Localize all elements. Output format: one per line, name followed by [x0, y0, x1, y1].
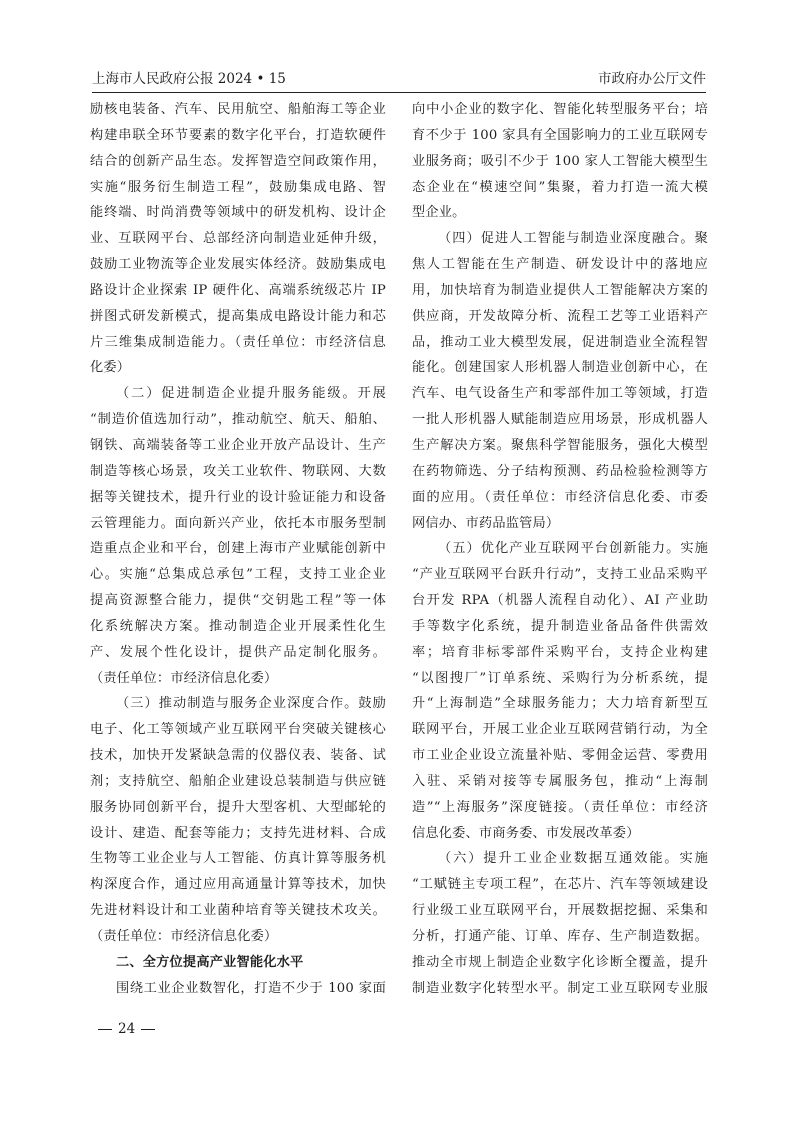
text-line: 供应商，开发故障分析、流程工艺等工业语料产: [412, 308, 708, 324]
text-line: 产、发展个性化设计，提供产品定制化服务。: [90, 644, 386, 660]
text-line: 剂；支持航空、船舶企业建设总装制造与供应链: [90, 773, 386, 789]
text-line: （四）促进人工智能与制造业深度融合。聚: [438, 231, 708, 247]
text-line: 生物等工业企业与人工智能、仿真计算等服务机: [90, 851, 386, 867]
text-line: 技术，加快开发紧缺急需的仪器仪表、装备、试: [90, 748, 386, 764]
text-line: 态企业在“模速空间”集聚，着力打造一流大模: [412, 179, 708, 195]
text-line: “以图搜厂”订单系统、采购行为分析系统，提: [412, 670, 708, 686]
text-line: 结合的创新产品生态。发挥智造空间政策作用，: [90, 153, 386, 169]
text-line: 汽车、电气设备生产和零部件加工等领域，打造: [412, 386, 708, 402]
journal-title: 上海市人民政府公报 2024 • 15: [92, 71, 286, 87]
page-footer: [92, 1019, 161, 1039]
page-number: 24: [118, 1021, 136, 1037]
right-column: [412, 97, 708, 1002]
text-line: 手等数字化系统，提升制造业备品备件供需效: [412, 618, 708, 634]
text-line: （三）推动制造与服务企业深度合作。鼓励: [116, 696, 386, 712]
text-line: （二）促进制造企业提升服务能级。开展: [116, 386, 386, 402]
text-line: 焦人工智能在生产制造、研发设计中的落地应: [412, 257, 708, 273]
text-line: 业服务商；吸引不少于 100 家人工智能大模型生: [412, 153, 708, 169]
footer-dash-right: [141, 1029, 155, 1030]
text-line: 化委）: [90, 360, 131, 376]
text-line: 向中小企业的数字化、智能化转型服务平台；培: [412, 102, 708, 117]
text-line: 据等关键技术，提升行业的设计验证能力和设备: [90, 489, 386, 505]
text-line: “产业互联网平台跃升行动”，支持工业品采购平: [412, 567, 708, 583]
text-line: 市工业企业设立流量补贴、零佣金运营、零费用: [412, 748, 708, 764]
text-line: 制造业数字化转型水平。制定工业互联网专业服: [412, 980, 708, 996]
text-line: （五）优化产业互联网平台创新能力。实施: [438, 541, 708, 557]
text-line: 育不少于 100 家具有全国影响力的工业互联网专: [412, 127, 708, 143]
text-line: 台开发 RPA（机器人流程自动化）、AI 产业助: [412, 593, 708, 609]
text-line: 实施“服务衍生制造工程”，鼓励集成电路、智: [90, 179, 386, 195]
text-line: 造重点企业和平台，创建上海市产业赋能创新中: [90, 541, 386, 557]
text-line: 片三维集成制造能力。（责任单位：市经济信息: [90, 334, 386, 350]
text-line: 信息化委、市商务委、市发展改革委）: [412, 825, 640, 841]
text-line: 造”“上海服务”深度链接。（责任单位：市经济: [412, 799, 708, 815]
running-header: [92, 64, 706, 88]
text-line: 面的应用。（责任单位：市经济信息化委、市委: [412, 489, 708, 505]
text-line: 能化。创建国家人形机器人制造业创新中心，在: [412, 360, 708, 376]
section-title: 市政府办公厅文件: [598, 71, 706, 87]
left-column: [90, 97, 386, 1002]
text-line: 先进材料设计和工业菌种培育等关键技术攻关。: [90, 903, 386, 919]
header-rule: [92, 92, 706, 93]
text-line: 制造等核心场景，攻关工业软件、物联网、大数: [90, 463, 386, 479]
text-line: “制造价值选加行动”，推动航空、航天、船舶、: [90, 412, 386, 428]
text-line: 在药物筛选、分子结构预测、药品检验检测等方: [412, 463, 708, 479]
text-line: 路设计企业探索 IP 硬件化、高端系统级芯片 IP: [90, 282, 386, 298]
text-line: 率；培育非标零部件采购平台，支持企业构建: [412, 644, 708, 660]
text-line: （六）提升工业企业数据互通效能。实施: [438, 851, 708, 867]
text-line: 提高资源整合能力，提供“交钥匙工程”等一体: [90, 593, 386, 609]
text-line: “工赋链主专项工程”，在芯片、汽车等领域建设: [412, 877, 708, 893]
text-line: 生产解决方案。聚焦科学智能服务，强化大模型: [412, 437, 708, 453]
text-line: 联网平台，开展工业企业互联网营销行动，为全: [412, 722, 708, 738]
text-line: 升“上海制造”全球服务能力；大力培育新型互: [412, 696, 708, 712]
text-line: 服务协同创新平台，提升大型客机、大型邮轮的: [90, 799, 386, 815]
text-line: 围绕工业企业数智化，打造不少于 100 家面: [116, 980, 386, 996]
text-line: 励核电装备、汽车、民用航空、船舶海工等企业: [90, 102, 386, 117]
text-line: 设计、建造、配套等能力；支持先进材料、合成: [90, 825, 386, 841]
text-line: （责任单位：市经济信息化委）: [90, 670, 278, 686]
text-line: 钢铁、高端装备等工业企业开放产品设计、生产: [90, 437, 386, 453]
text-line: 行业级工业互联网平台，开展数据挖掘、采集和: [412, 903, 708, 919]
text-line: 心。实施“总集成总承包”工程，支持工业企业: [90, 567, 386, 583]
text-line: 化系统解决方案。推动制造企业开展柔性化生: [90, 618, 386, 634]
text-line: 一批人形机器人赋能制造应用场景，形成机器人: [412, 412, 708, 428]
footer-dash-left: [98, 1029, 112, 1030]
text-line: 云管理能力。面向新兴产业，依托本市服务型制: [90, 515, 386, 531]
text-line: 分析，打通产能、订单、库存、生产制造数据。: [412, 929, 708, 944]
text-line: 二、全方位提高产业智能化水平: [116, 954, 304, 970]
text-line: 推动全市规上制造企业数字化诊断全覆盖，提升: [412, 954, 708, 970]
text-line: 电子、化工等领域产业互联网平台突破关键核心: [90, 722, 386, 738]
text-line: 拼图式研发新模式，提高集成电路设计能力和芯: [90, 308, 386, 324]
text-line: 网信办、市药品监管局）: [412, 515, 560, 531]
text-line: 用，加快培育为制造业提供人工智能解决方案的: [412, 282, 708, 298]
text-line: 能终端、时尚消费等领域中的研发机构、设计企: [90, 205, 386, 221]
text-line: 构深度合作，通过应用高通量计算等技术，加快: [90, 877, 386, 893]
text-line: 鼓励工业物流等企业发展实体经济。鼓励集成电: [90, 257, 386, 273]
text-line: 型企业。: [412, 205, 466, 221]
text-line: 品，推动工业大模型发展，促进制造业全流程智: [412, 334, 708, 350]
text-line: 入驻、采销对接等专属服务包，推动“上海制: [412, 773, 708, 789]
text-line: （责任单位：市经济信息化委）: [90, 929, 278, 944]
text-line: 构建串联全环节要素的数字化平台，打造软硬件: [90, 127, 386, 143]
text-line: 业、互联网平台、总部经济向制造业延伸升级，: [90, 231, 386, 247]
